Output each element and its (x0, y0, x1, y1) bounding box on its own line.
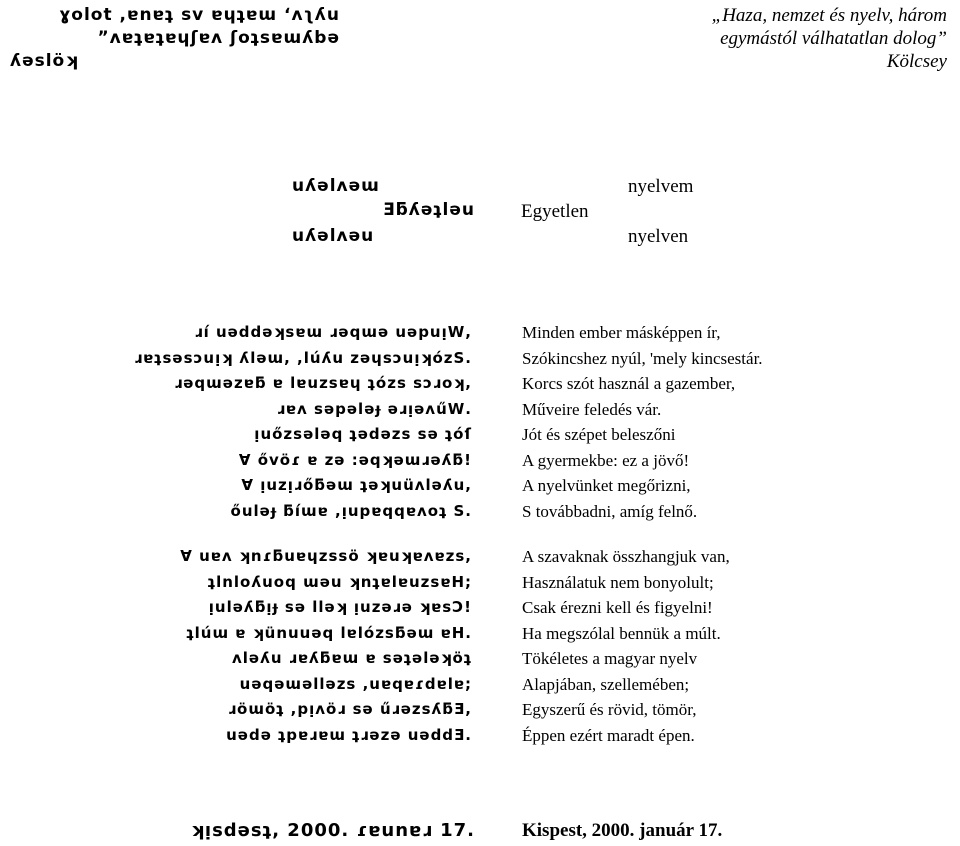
poem-line: S továbbadni, amíg felnő. (522, 501, 698, 521)
poem-line: Csak érezni kell és figyelni! (522, 598, 713, 617)
runic-line: .ʇlúɯ ɐ ʞünuuǝq lɐlózsƃǝɯ ɐH (186, 623, 472, 642)
poem-line: Egyszerű és rövid, tömör, (522, 700, 697, 719)
title-line-1: nyelvem (628, 176, 694, 197)
runic-title-line-2: uǝlʇǝʎƃƎ (383, 200, 475, 220)
runic-line: !ővöɾ ɐ zǝ :ǝqʞǝɯɹǝʎƃ ∀ (238, 450, 472, 469)
poem-line: A gyermekbe: ez a jövő! (522, 450, 690, 470)
poem-line: Alapjában, szellemében; (522, 674, 690, 694)
runic-quote-author: ʎǝslöʞ (10, 51, 79, 71)
poem-line: Minden ember másképpen ír, (522, 323, 721, 342)
title-line-3: nyelven (628, 226, 689, 247)
poem-line: Szókincshez nyúl, 'mely kincsestár. (522, 348, 763, 368)
runic-line: ,ɹǝqɯǝzɐƃ ɐ lɐuzsɐɥ ʇózs sɔɹoʞ (174, 374, 472, 392)
footer-date: Kispest, 2000. január 17. (522, 820, 723, 841)
runic-line: ,ɹí uǝddǝʞsɐɯ ɹǝqɯǝ uǝpuᴉW (194, 323, 472, 341)
runic-quote-line-2: ʌɐʇɐʇɐɥʃɐʌ ʃoʇsɐɯʎbǝ” (97, 28, 340, 48)
runic-stanza-2 (170, 544, 472, 748)
runic-stanza-1 (134, 320, 472, 524)
poem-line: A nyelvünket megőrizni, (522, 476, 691, 495)
runic-line: .ɹɐʇsǝsɔuᴉʞ ʎlǝɯ, ,lúʎu zǝɥsɔuᴉʞózS (134, 348, 472, 367)
poem-line: Korcs szót használ a gazember, (522, 374, 736, 393)
quote-line-2: egymástól válhatatlan dolog” (720, 28, 947, 49)
poem-line: Éppen ezért maradt épen. (522, 725, 695, 745)
runic-line: .ɹɐʌ sǝpǝlǝɟ ǝɹᴉǝʌűW (276, 399, 472, 418)
runic-line: ;uǝqǝɯǝllǝzs ,uɐqɐɾdɐlɐ (239, 674, 472, 693)
title-line-2: Egyetlen (521, 201, 589, 222)
runic-quote (10, 4, 340, 73)
poem-line: Használatuk nem bonyolult; (522, 572, 714, 592)
stanza-2 (522, 544, 730, 748)
runic-line: ,ᴉuzᴉɹőƃǝɯ ʇǝʞuüʌlǝʎu ∀ (241, 476, 472, 494)
runic-title-line-3: uǝʌlǝʎu (292, 226, 375, 246)
runic-quote-line-1: ɣolot ,ɐnɐʇ sv ɐɥʇɐɯ ʻʌʅʎu (59, 5, 340, 25)
poem-line: Tökéletes a magyar nyelv (522, 649, 698, 668)
poem-line: Ha megszólal bennük a múlt. (522, 623, 721, 643)
poem-line: Műveire feledés vár. (522, 399, 662, 419)
runic-line: .uǝdǝ ʇpɐɹɐɯ ʇɹǝzǝ uǝddƎ (226, 725, 472, 744)
poem-line: Jót és szépet beleszőni (522, 425, 676, 444)
runic-title-line-1: ɯǝʌlǝʎu (292, 176, 380, 196)
header-quote (527, 4, 947, 73)
runic-line: ,uɐʌ ʞnɾƃuɐɥzssö ʞɐuʞɐʌɐzs ∀ (180, 547, 472, 565)
runic-line: ᴉuőzsǝlǝq ʇǝdǝzs sǝ ʇóſ (254, 425, 472, 443)
runic-line: !ᴉulǝʎƃᴉɟ sǝ llǝʞ ᴉuzǝɹǝ ʞɐsƆ (208, 598, 472, 616)
stanza-1 (522, 320, 763, 524)
runic-line: ;ʇlnloʎuoq ɯǝu ʞnʇɐlɐuzsɐH (207, 572, 472, 591)
poem-line: A szavaknak összhangjuk van, (522, 547, 730, 566)
runic-line: ,ɹöɯöʇ ,pᴉʌöɹ sǝ űɹǝzsʎƃƎ (227, 700, 472, 718)
runic-line: .őulǝɟ ƃíɯɐ ,ᴉupɐqqɐʌoʇ S (230, 501, 472, 520)
quote-author: Kölcsey (886, 51, 947, 72)
runic-line: ʌlǝʎu ɹɐʎƃɐɯ ɐ sǝʇǝlǝʞöʇ (231, 649, 472, 667)
runic-footer: .71 ɹɐnuɐɾ .0002 ,ʇsǝdsᴉʞ (190, 820, 475, 841)
quote-line-1: „Haza, nemzet és nyelv, három (711, 5, 947, 26)
